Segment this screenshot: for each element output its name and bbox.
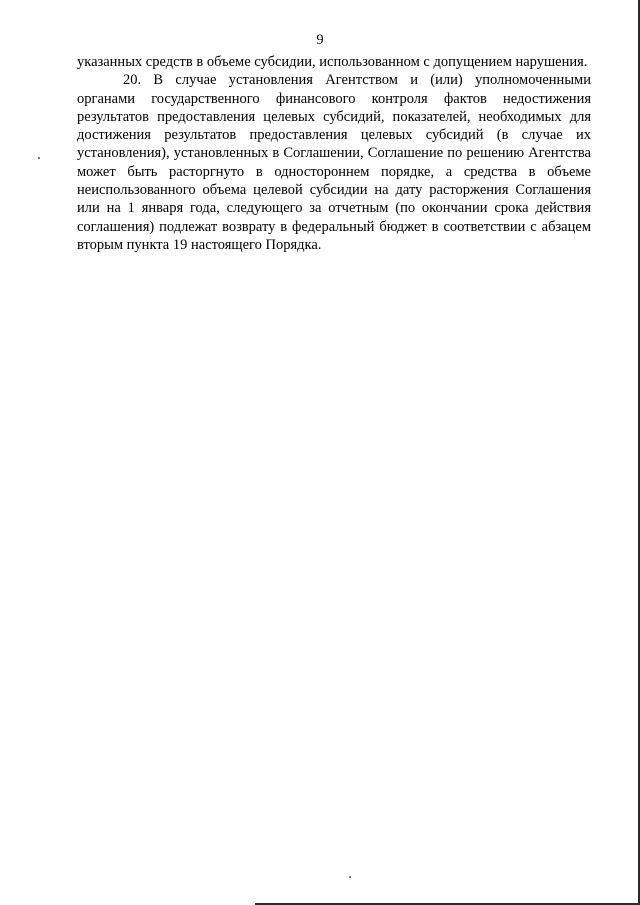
paragraph-continuation: указанных средств в объеме субсидии, использованном с допущением нарушения. [77,54,588,70]
page-number: 9 [316,32,324,48]
scan-speck [38,157,40,159]
document-body [77,53,591,254]
scan-speck [349,876,351,878]
paragraph-20: 20. В случае установления Агентством и (или) уполномоченными органами государственного финансового контроля фактов недостижения результатов предоставления целевых субсидий, показателей, необходимых для достижения результатов предоставления целевых субсидий (в случае их установления), установленных в Соглашении, Соглашение по решению Агентства может быть расторгнуто в одностороннем порядке, а средства в объеме неиспользованного объема целевой субсидии на дату расторжения Соглашения или на 1 января года, следующего за отчетным (по окончании срока действия соглашения) подлежат возврату в федеральный бюджет в соответствии с абзацем вторым пункта 19 настоящего Порядка. [77,72,591,253]
